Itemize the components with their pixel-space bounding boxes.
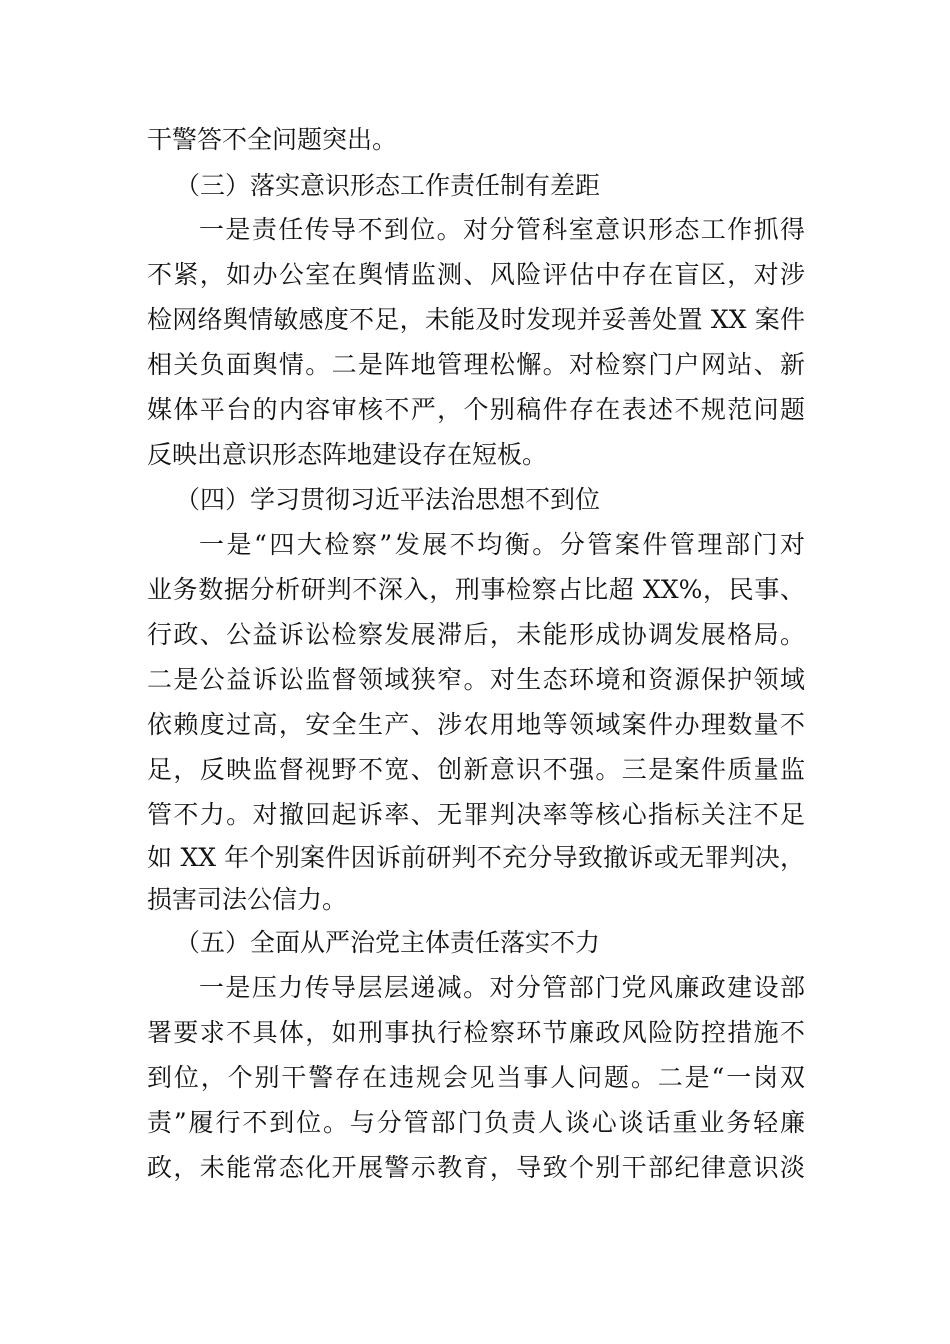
body-text-line: 到位，个别干警存在违规会见当事人问题。二是“一岗双 [147, 1063, 805, 1092]
body-text-line: 责”履行不到位。与分管部门负责人谈心谈话重业务轻廉 [147, 1108, 805, 1137]
body-text-line: 如 XX 年个别案件因诉前研判不充分导致撤诉或无罪判决， [147, 843, 805, 872]
section-heading-4: （四）学习贯彻习近平法治思想不到位 [175, 485, 601, 514]
body-text-line: 足，反映监督视野不宽、创新意识不强。三是案件质量监 [147, 755, 805, 784]
body-text-line: 一是“四大检察”发展不均衡。分管案件管理部门对 [199, 530, 805, 559]
section-heading-3: （三）落实意识形态工作责任制有差距 [175, 171, 601, 200]
body-text-line: 检网络舆情敏感度不足，未能及时发现并妥善处置 XX 案件 [147, 305, 805, 334]
body-text-line: 不紧，如办公室在舆情监测、风险评估中存在盲区，对涉 [147, 260, 805, 289]
section-heading-5: （五）全面从严治党主体责任落实不力 [175, 928, 601, 957]
body-text-line: 一是压力传导层层递减。对分管部门党风廉政建设部 [199, 973, 805, 1002]
body-text-line: 二是公益诉讼监督领域狭窄。对生态环境和资源保护领域 [147, 665, 805, 694]
body-text-line: 署要求不具体，如刑事执行检察环节廉政风险防控措施不 [147, 1018, 805, 1047]
body-text-line: 行政、公益诉讼检察发展滞后，未能形成协调发展格局。 [147, 620, 805, 649]
body-text-line: 业务数据分析研判不深入，刑事检察占比超 XX%，民事、 [147, 575, 805, 604]
body-text-line: 损害司法公信力。 [147, 885, 348, 914]
body-text-line: 一是责任传导不到位。对分管科室意识形态工作抓得 [199, 215, 805, 244]
body-text-line: 干警答不全问题突出。 [147, 125, 398, 154]
body-text-line: 管不力。对撤回起诉率、无罪判决率等核心指标关注不足 [147, 800, 805, 829]
body-text-line: 相关负面舆情。二是阵地管理松懈。对检察门户网站、新 [147, 350, 805, 379]
body-text-line: 政，未能常态化开展警示教育，导致个别干部纪律意识淡 [147, 1153, 805, 1182]
body-text-line: 媒体平台的内容审核不严，个别稿件存在表述不规范问题 [147, 395, 805, 424]
body-text-line: 反映出意识形态阵地建设存在短板。 [147, 440, 548, 469]
body-text-line: 依赖度过高，安全生产、涉农用地等领域案件办理数量不 [147, 710, 805, 739]
